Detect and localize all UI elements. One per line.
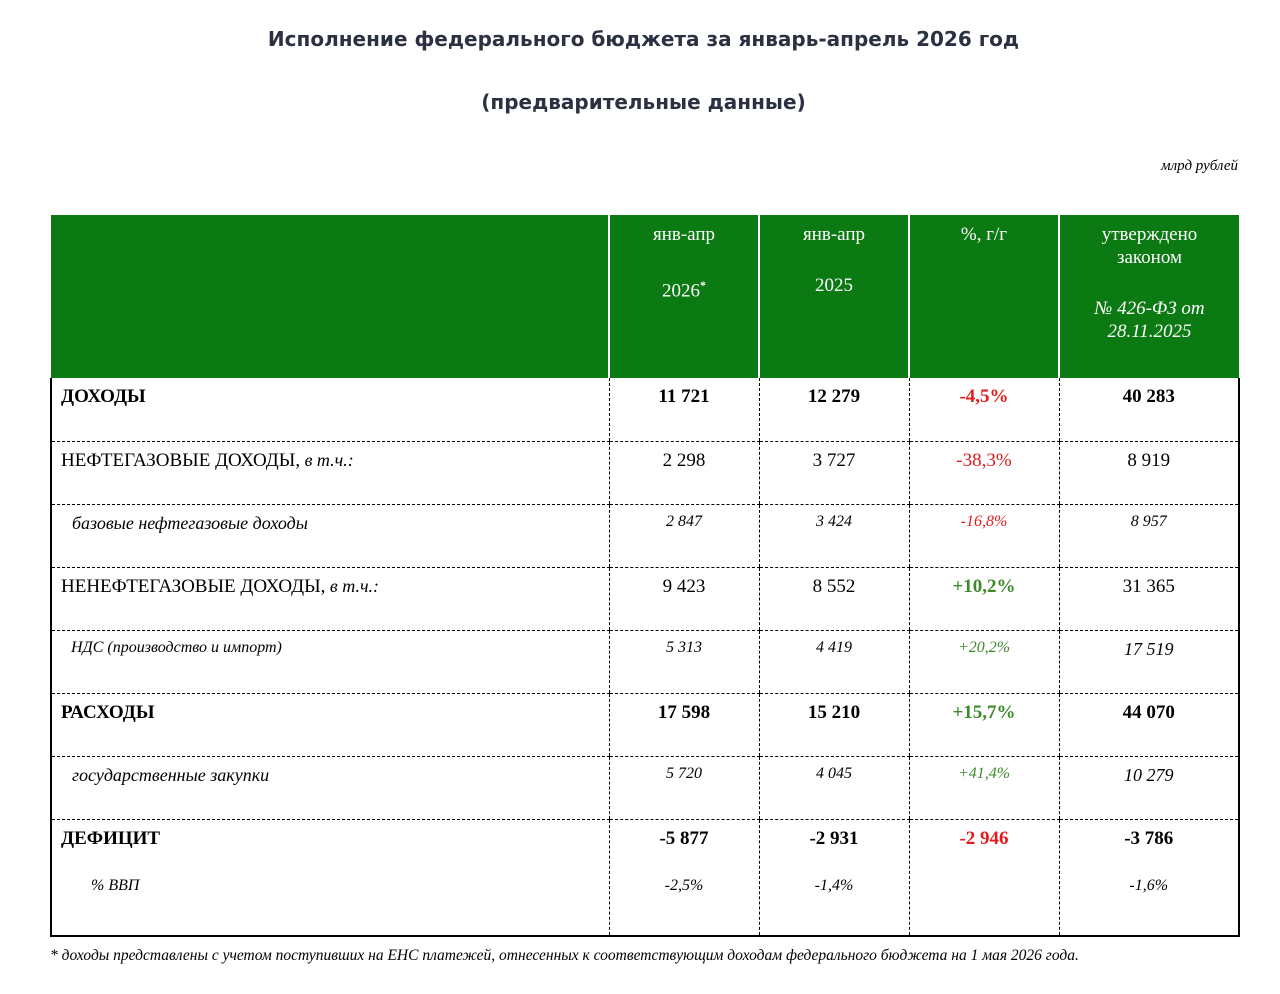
header-2025-period: янв-апр [802,224,866,245]
cell-2025: 3 424 [759,504,909,567]
header-law-line1: утверждено [1101,224,1198,245]
cell-2025: 12 279 [759,378,909,441]
row-label-text: НЕФТЕГАЗОВЫЕ ДОХОДЫ, [61,449,301,471]
row-label-text: РАСХОДЫ [61,701,155,723]
row-label-text: НДС (производство и импорт) [71,638,282,656]
cell-yoy: +41,4% [909,756,1059,819]
cell-law: 31 365 [1059,567,1239,630]
header-2026-year: 2026 [662,280,700,302]
page-title: Исполнение федерального бюджета за январь-апрель 2026 год [267,27,1020,51]
cell-2025: 4 045 [759,756,909,819]
cell-law: 8 919 [1059,441,1239,504]
row-label [51,378,609,441]
cell-law: 8 957 [1059,504,1239,567]
header-law-line4: 28.11.2025 [1107,321,1192,342]
deficit-yoy: -2 946 [959,827,1009,849]
table-row [51,567,1239,630]
cell-2025 [759,819,909,936]
header-2025-year: 2025 [815,275,853,296]
units-label: млрд рублей [1161,158,1238,174]
cell-yoy: -16,8% [909,504,1059,567]
cell-law: 40 283 [1059,378,1239,441]
cell-law: 10 279 [1059,756,1239,819]
cell-2026: 9 423 [609,567,759,630]
header-2025 [759,215,909,378]
row-label [51,819,609,936]
cell-yoy [909,819,1059,936]
cell-yoy: +10,2% [909,567,1059,630]
cell-2025: 4 419 [759,630,909,693]
cell-2026: 5 313 [609,630,759,693]
table-row [51,693,1239,756]
gdp-2025: -1,4% [814,876,854,894]
header-yoy-label: %, г/г [960,224,1008,245]
cell-2025: 3 727 [759,441,909,504]
cell-law: 17 519 [1059,630,1239,693]
header-law-line3: № 426-ФЗ от [1094,298,1205,319]
cell-2026: 2 298 [609,441,759,504]
row-label-suffix: в т.ч.: [325,575,380,596]
gdp-2026: -2,5% [664,876,704,894]
gdp-law: -1,6% [1129,876,1169,894]
budget-table [50,215,1240,937]
deficit-law: -3 786 [1124,827,1174,849]
deficit-2026: -5 877 [659,827,709,849]
row-label [51,504,609,567]
row-label-text: ДЕФИЦИТ [61,827,161,849]
table-row [51,756,1239,819]
cell-law [1059,819,1239,936]
cell-law: 44 070 [1059,693,1239,756]
cell-2026: 11 721 [609,378,759,441]
row-label-text: НЕНЕФТЕГАЗОВЫЕ ДОХОДЫ, [61,575,326,597]
row-label [51,567,609,630]
header-row [51,215,1239,378]
cell-yoy: +20,2% [909,630,1059,693]
cell-2025: 15 210 [759,693,909,756]
footnote: * доходы представлены с учетом поступивших на ЕНС платежей, отнесенных к соответствующим доходам федерального бюджета на 1 мая 2026 года. [50,947,1079,964]
row-label [51,441,609,504]
footnote-mark: * [700,278,706,292]
row-label-text: ДОХОДЫ [61,386,146,407]
table-row [51,441,1239,504]
row-label-text: базовые нефтегазовые доходы [72,512,308,533]
cell-2026: 5 720 [609,756,759,819]
gdp-label: % ВВП [91,876,140,894]
header-2026-period: янв-апр [652,224,716,245]
row-label [51,630,609,693]
table-row [51,504,1239,567]
table-row-deficit [51,819,1239,936]
header-2026 [609,215,759,378]
table-row [51,630,1239,693]
table-row [51,378,1239,441]
cell-yoy: +15,7% [909,693,1059,756]
deficit-2025: -2 931 [809,827,859,849]
header-2026-year-line [610,274,758,302]
page-subtitle: (предварительные данные) [481,90,806,114]
cell-2026: 17 598 [609,693,759,756]
cell-2026: 2 847 [609,504,759,567]
header-law [1059,215,1239,378]
header-yoy [909,215,1059,378]
row-label-text: государственные закупки [72,764,270,785]
row-label-suffix: в т.ч.: [300,449,354,470]
cell-2025: 8 552 [759,567,909,630]
cell-yoy: -4,5% [909,378,1059,441]
header-label-cell [51,215,609,378]
header-law-line2: законом [1116,247,1183,268]
cell-yoy: -38,3% [909,441,1059,504]
row-label [51,756,609,819]
row-label [51,693,609,756]
cell-2026 [609,819,759,936]
